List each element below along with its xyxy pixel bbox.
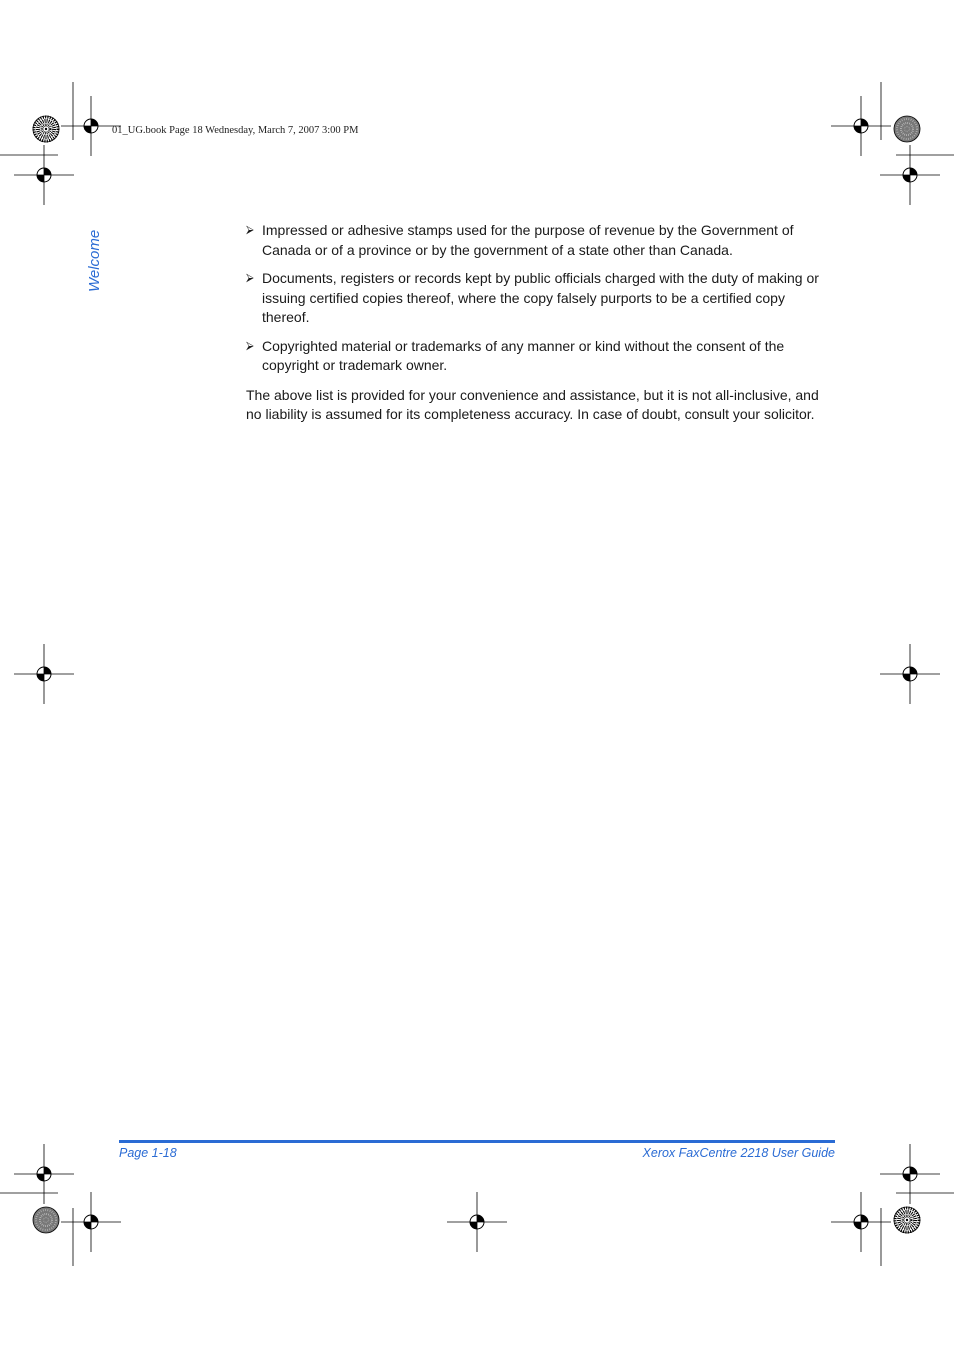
- list-item-text: Copyrighted material or trademarks of any manner or kind without the consent of the copyright or trademark owner.: [262, 337, 785, 373]
- bullet-list: [246, 221, 836, 376]
- section-tab: Welcome: [86, 229, 103, 292]
- footer-rule: [119, 1140, 835, 1143]
- arrow-bullet-icon: ⮚: [246, 339, 254, 352]
- page-content: [246, 221, 836, 425]
- list-item: [246, 337, 836, 376]
- disclaimer-paragraph: The above list is provided for your convenience and assistance, but it is not all-inclusive, and no liability is assumed for its completeness accuracy. In case of doubt, consult your solicitor.: [246, 386, 819, 422]
- list-item: [246, 221, 836, 260]
- print-slug: 01_UG.book Page 18 Wednesday, March 7, 2007 3:00 PM: [112, 125, 359, 136]
- footer-page-number: Page 1-18: [119, 1146, 177, 1160]
- footer-guide-title: Xerox FaxCentre 2218 User Guide: [642, 1146, 835, 1160]
- list-item-text: Impressed or adhesive stamps used for the purpose of revenue by the Government of Canada or of a province or by the government of a state other than Canada.: [262, 222, 794, 258]
- arrow-bullet-icon: ⮚: [246, 224, 254, 236]
- list-item: [246, 269, 836, 328]
- list-item-text: Documents, registers or records kept by public officials charged with the duty of making or issuing certified copies thereof, where the copy falsely purports to be a certified copy thereof.: [262, 270, 819, 325]
- arrow-bullet-icon: ⮚: [246, 272, 254, 284]
